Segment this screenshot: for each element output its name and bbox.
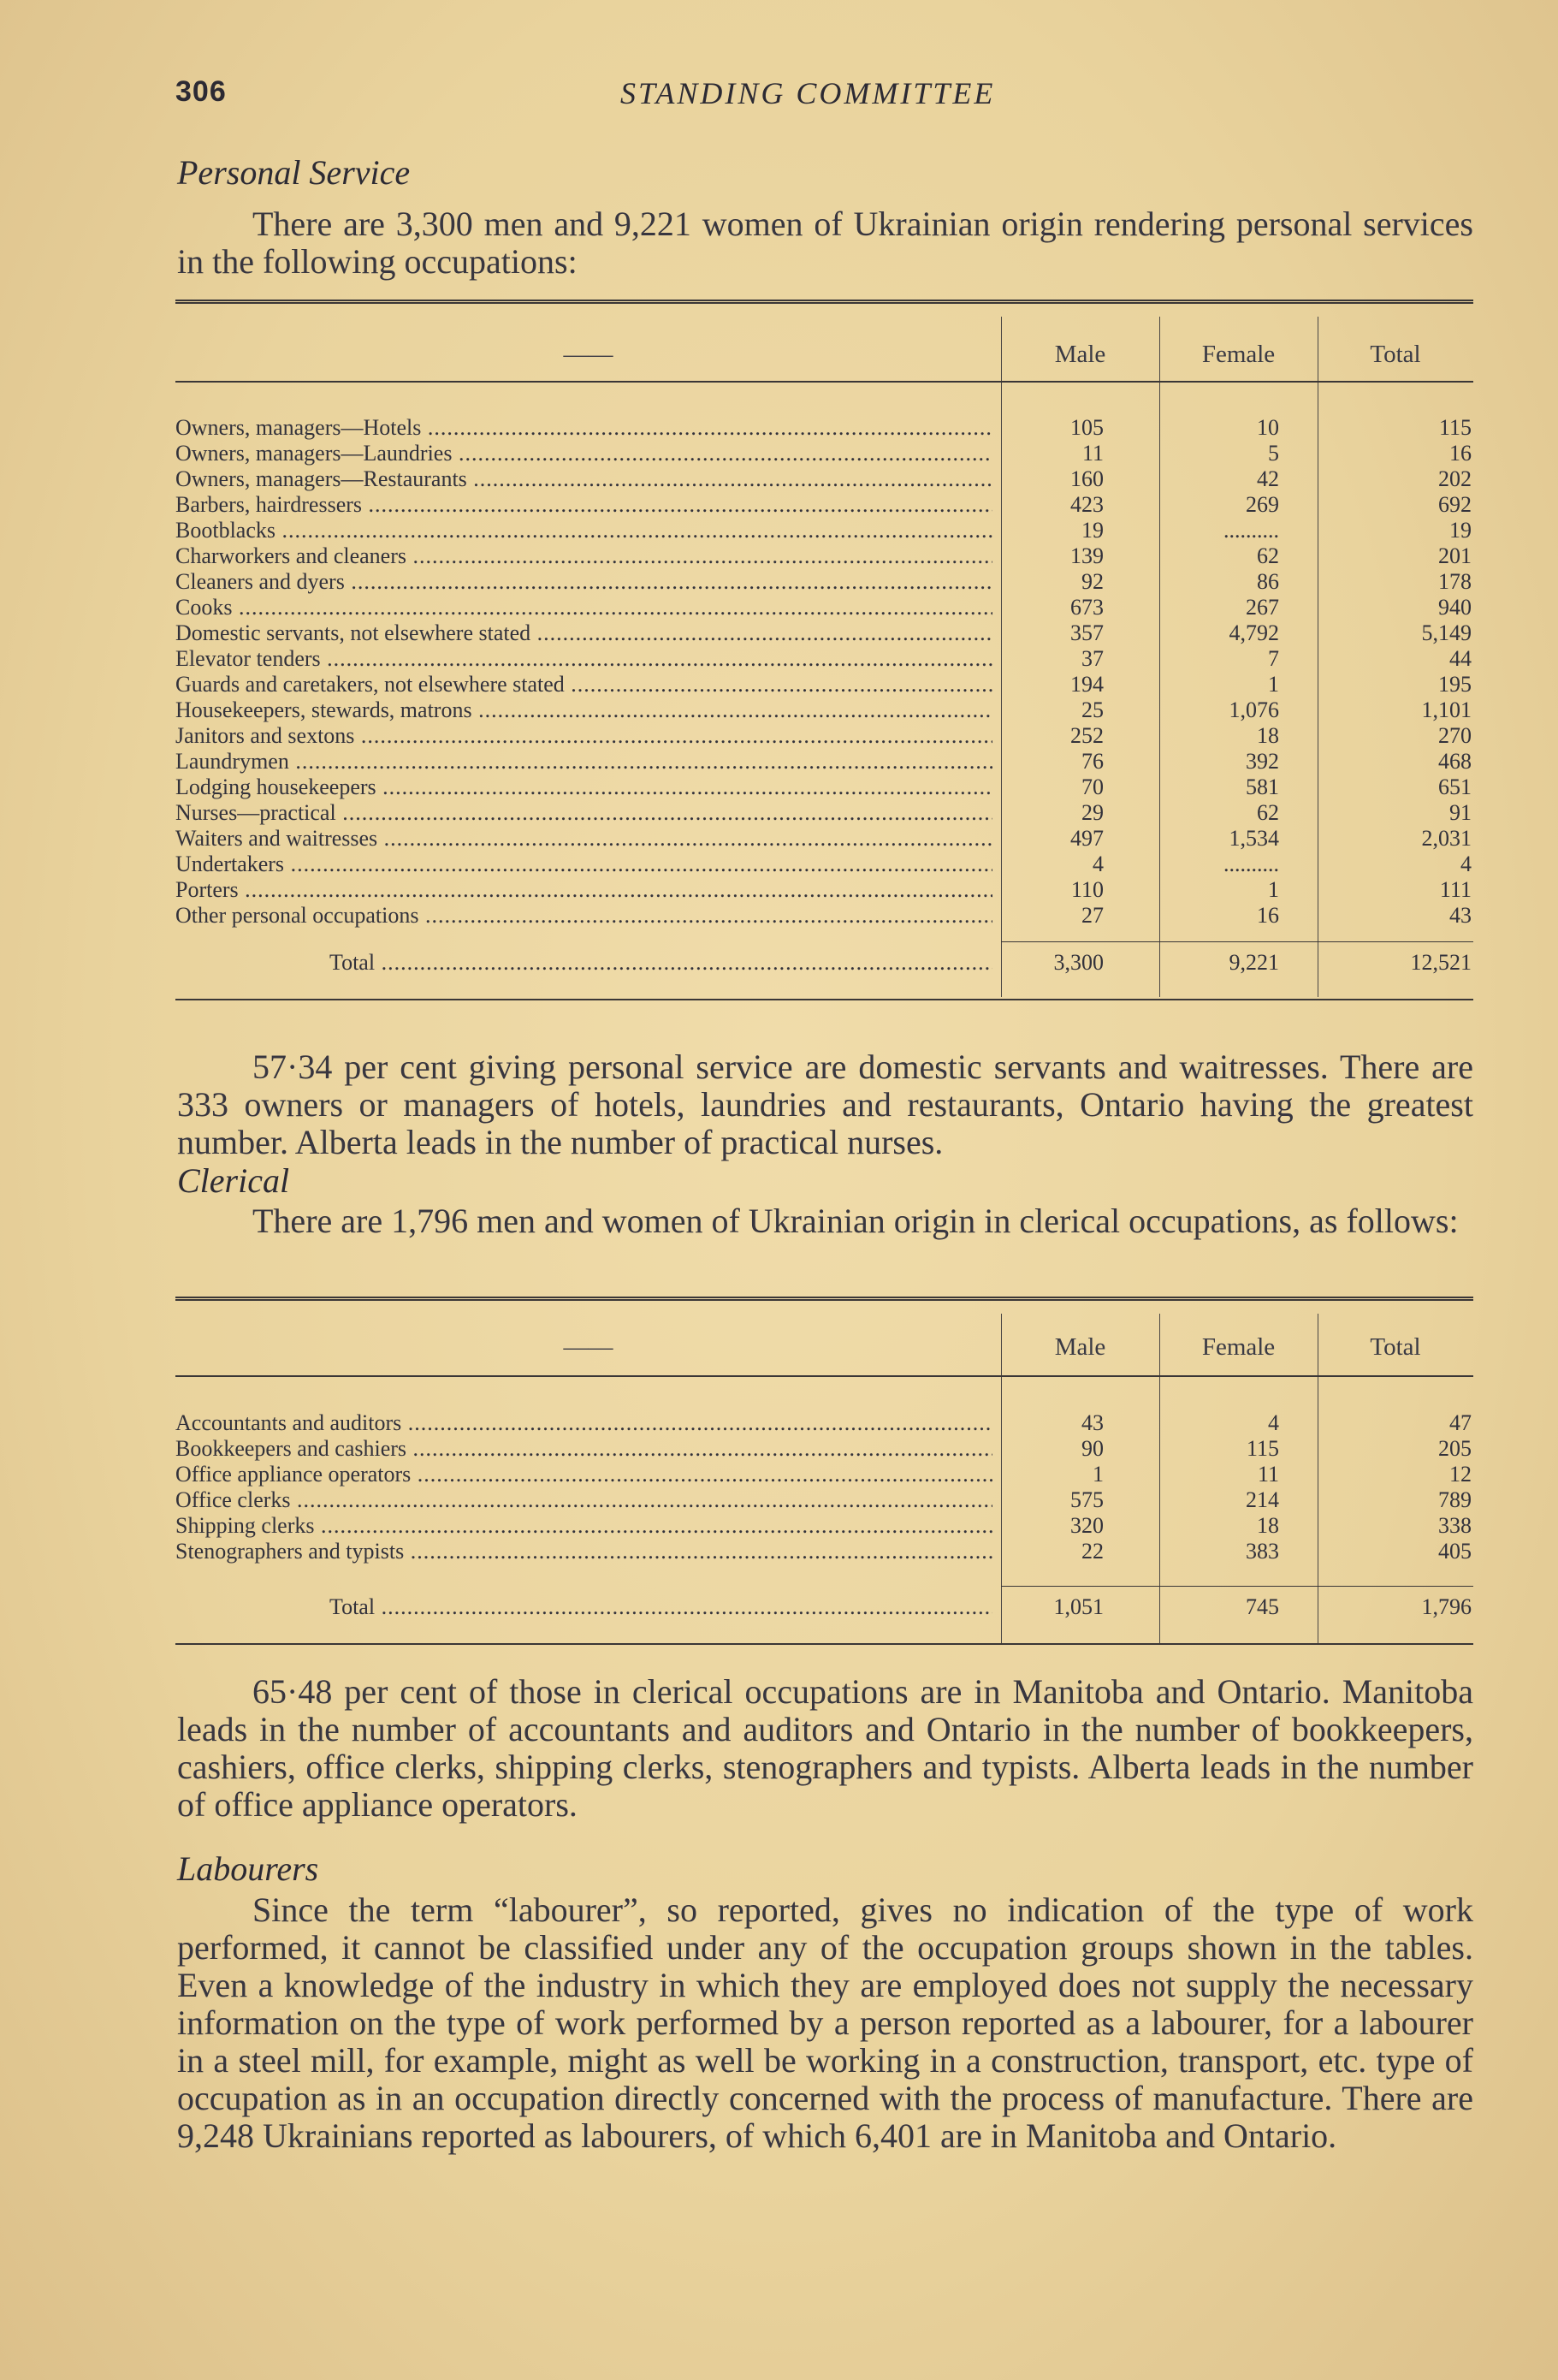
cell-total: 651 — [1438, 775, 1472, 799]
table-row — [175, 595, 1473, 620]
table-row — [175, 492, 1473, 518]
cell-male: 43 — [1081, 1410, 1104, 1435]
table-row — [175, 569, 1473, 595]
cell-total: 202 — [1438, 466, 1472, 491]
total-total: 1,796 — [1421, 1594, 1472, 1619]
cell-male: 673 — [1070, 595, 1104, 620]
cell-female: 62 — [1257, 543, 1279, 568]
column-header-total: Total — [1370, 1333, 1421, 1361]
row-label: Bookkeepers and cashiers ..... — [175, 1436, 992, 1462]
row-label: Charworkers and cleaners ..... — [175, 543, 992, 569]
table-row — [175, 826, 1473, 852]
cell-total: 19 — [1449, 518, 1472, 543]
table-row — [175, 877, 1473, 903]
cell-female: 267 — [1246, 595, 1279, 620]
row-label: Accountants and auditors ..... — [175, 1410, 992, 1436]
column-header-total: Total — [1370, 341, 1421, 368]
cell-male: 4 — [1093, 852, 1104, 876]
cell-total: 692 — [1438, 492, 1472, 517]
table-top-rule — [175, 300, 1473, 304]
cell-male: 160 — [1070, 466, 1104, 491]
section-title-clerical: Clerical — [177, 1161, 290, 1200]
table-row — [175, 1410, 1473, 1436]
row-label: Office clerks ..... — [175, 1487, 992, 1513]
cell-male: 27 — [1081, 903, 1104, 928]
cell-total: 44 — [1449, 646, 1472, 671]
total-male: 1,051 — [1053, 1594, 1104, 1619]
row-label: Laundrymen ..... — [175, 749, 992, 775]
row-label: Barbers, hairdressers ..... — [175, 492, 992, 518]
cell-female: 214 — [1246, 1487, 1279, 1512]
cell-female: 7 — [1268, 646, 1279, 671]
table-row — [175, 697, 1473, 723]
table-row — [175, 518, 1473, 543]
cell-male: 320 — [1070, 1513, 1104, 1538]
cell-total: 405 — [1438, 1539, 1472, 1564]
table-row — [175, 1539, 1473, 1564]
cell-total: 201 — [1438, 543, 1472, 568]
cell-male: 105 — [1070, 415, 1104, 440]
cell-total: 43 — [1449, 903, 1472, 928]
row-label: Bootblacks ..... — [175, 518, 992, 543]
table-row — [175, 852, 1473, 877]
table-row — [175, 1462, 1473, 1487]
cell-total: 338 — [1438, 1513, 1472, 1538]
personal-service-table — [175, 300, 1473, 1010]
cell-total: 178 — [1438, 569, 1472, 594]
clerical-summary: 65·48 per cent of those in clerical occupations are in Manitoba and Ontario. Manitoba leads in the number of accountants and auditors and Ontario in the number of bookkeepers, cashiers, office clerks, shipping clerks, stenographers and typists. Alberta leads in the number of office appliance operators. — [177, 1672, 1473, 1824]
cell-female: 86 — [1257, 569, 1279, 594]
cell-male: 37 — [1081, 646, 1104, 671]
cell-male: 423 — [1070, 492, 1104, 517]
cell-female: 1,534 — [1229, 826, 1279, 851]
section-title-labourers: Labourers — [177, 1849, 319, 1888]
cell-male: 357 — [1070, 620, 1104, 645]
total-label: Total ..... — [175, 1594, 992, 1620]
cell-female: 1 — [1268, 877, 1279, 902]
cell-female: 18 — [1257, 1513, 1279, 1538]
cell-female: .......... — [1223, 518, 1279, 543]
cell-male: 92 — [1081, 569, 1104, 594]
table-bottom-rule — [175, 1643, 1473, 1645]
sum-rule — [1001, 941, 1473, 942]
cell-male: 90 — [1081, 1436, 1104, 1461]
row-label: Shipping clerks ..... — [175, 1513, 992, 1539]
table-row — [175, 1513, 1473, 1539]
cell-total: 195 — [1438, 672, 1472, 697]
table-row — [175, 620, 1473, 646]
cell-female: 16 — [1257, 903, 1279, 928]
row-label: Owners, managers—Laundries ..... — [175, 441, 992, 466]
clerical-intro: There are 1,796 men and women of Ukrainian origin in clerical occupations, as follows: — [252, 1202, 1459, 1240]
header-rule — [175, 1375, 1473, 1377]
column-header-female: Female — [1201, 341, 1276, 368]
row-label: Undertakers ..... — [175, 852, 992, 877]
table-row — [175, 466, 1473, 492]
table-bottom-rule — [175, 999, 1473, 1000]
table-row — [175, 1436, 1473, 1462]
cell-total: 940 — [1438, 595, 1472, 620]
cell-female: 269 — [1246, 492, 1279, 517]
cell-male: 252 — [1070, 723, 1104, 748]
cell-female: 5 — [1268, 441, 1279, 466]
cell-female: 62 — [1257, 800, 1279, 825]
table-row — [175, 543, 1473, 569]
cell-female: 4 — [1268, 1410, 1279, 1435]
table-row — [175, 672, 1473, 697]
row-label: Porters ..... — [175, 877, 992, 903]
cell-total: 4 — [1460, 852, 1472, 876]
cell-male: 139 — [1070, 543, 1104, 568]
row-label: Nurses—practical ..... — [175, 800, 992, 826]
stub-header: —— — [563, 341, 613, 368]
row-label: Janitors and sextons ..... — [175, 723, 992, 749]
row-label: Other personal occupations ..... — [175, 903, 992, 929]
row-label: Office appliance operators ..... — [175, 1462, 992, 1487]
cell-total: 789 — [1438, 1487, 1472, 1512]
table-total-row — [175, 1594, 1473, 1620]
row-label: Owners, managers—Restaurants ..... — [175, 466, 992, 492]
table-row — [175, 1487, 1473, 1513]
header-rule — [175, 381, 1473, 383]
total-label: Total ..... — [175, 950, 992, 976]
cell-female: 1 — [1268, 672, 1279, 697]
page-number: 306 — [175, 75, 227, 108]
column-header-male: Male — [1054, 1333, 1106, 1361]
cell-total: 115 — [1438, 415, 1472, 440]
cell-male: 575 — [1070, 1487, 1104, 1512]
table-row — [175, 723, 1473, 749]
cell-total: 205 — [1438, 1436, 1472, 1461]
cell-male: 194 — [1070, 672, 1104, 697]
cell-female: 581 — [1246, 775, 1279, 799]
row-label: Cleaners and dyers ..... — [175, 569, 992, 595]
cell-total: 47 — [1449, 1410, 1472, 1435]
cell-female: 1,076 — [1229, 697, 1279, 722]
cell-total: 12 — [1449, 1462, 1472, 1487]
total-male: 3,300 — [1053, 950, 1104, 975]
total-total: 12,521 — [1410, 950, 1472, 975]
cell-total: 2,031 — [1421, 826, 1472, 851]
cell-male: 22 — [1081, 1539, 1104, 1564]
cell-male: 110 — [1070, 877, 1104, 902]
labourers-text: Since the term “labourer”, so reported, gives no indication of the type of work performed, it cannot be classified under any of the occupation groups shown in the tables. Even a knowledge of the industry in which they are employed does not supply the necessary information on the type of work performed by a person reported as a labourer, for a labourer in a steel mill, for example, might as well be working in a construction, transport, etc. type of occupation as in an occupation directly concerned with the process of manufacture. There are 9,248 Ukrainians reported as labourers, of which 6,401 are in Manitoba and Ontario. — [177, 1890, 1473, 2155]
cell-female: 18 — [1257, 723, 1279, 748]
table-row — [175, 775, 1473, 800]
stub-header: —— — [563, 1333, 613, 1361]
row-label: Guards and caretakers, not elsewhere stated ..... — [175, 672, 992, 697]
clerical-table — [175, 1297, 1473, 1652]
cell-total: 468 — [1438, 749, 1472, 774]
row-label: Elevator tenders ..... — [175, 646, 992, 672]
cell-male: 11 — [1081, 441, 1104, 466]
cell-male: 70 — [1081, 775, 1104, 799]
row-label: Waiters and waitresses ..... — [175, 826, 992, 852]
personal-service-intro: There are 3,300 men and 9,221 women of Ukrainian origin rendering personal services in the following occupations: — [177, 205, 1473, 281]
total-female: 9,221 — [1229, 950, 1279, 975]
cell-female: 115 — [1246, 1436, 1279, 1461]
cell-male: 1 — [1093, 1462, 1104, 1487]
table-total-row — [175, 950, 1473, 976]
cell-total: 270 — [1438, 723, 1472, 748]
table-row — [175, 415, 1473, 441]
table-row — [175, 903, 1473, 929]
cell-female: 11 — [1257, 1462, 1279, 1487]
section-title-personal-service: Personal Service — [177, 153, 411, 192]
table-row — [175, 800, 1473, 826]
running-head: STANDING COMMITTEE — [620, 76, 996, 110]
cell-male: 76 — [1081, 749, 1104, 774]
cell-female: 392 — [1246, 749, 1279, 774]
cell-male: 25 — [1081, 697, 1104, 722]
cell-total: 91 — [1449, 800, 1472, 825]
row-label: Cooks ..... — [175, 595, 992, 620]
column-header-female: Female — [1201, 1333, 1276, 1361]
row-label: Lodging housekeepers ..... — [175, 775, 992, 800]
table-row — [175, 441, 1473, 466]
cell-total: 5,149 — [1421, 620, 1472, 645]
table-top-rule — [175, 1297, 1473, 1301]
cell-total: 111 — [1439, 877, 1472, 902]
cell-female: 42 — [1257, 466, 1279, 491]
page-header — [175, 75, 1476, 118]
cell-female: 4,792 — [1229, 620, 1279, 645]
personal-service-summary: 57·34 per cent giving personal service are domestic servants and waitresses. There are 333 owners or managers of hotels, laundries and restaurants, Ontario having the greatest number. Alberta leads in the number of practical nurses. — [177, 1048, 1473, 1161]
cell-female: 383 — [1246, 1539, 1279, 1564]
row-label: Domestic servants, not elsewhere stated ..... — [175, 620, 992, 646]
cell-total: 16 — [1449, 441, 1472, 466]
cell-male: 19 — [1081, 518, 1104, 543]
cell-male: 497 — [1070, 826, 1104, 851]
cell-male: 29 — [1081, 800, 1104, 825]
cell-female: 10 — [1257, 415, 1279, 440]
table-row — [175, 646, 1473, 672]
sum-rule — [1001, 1586, 1473, 1587]
cell-female: .......... — [1223, 852, 1279, 876]
column-header-male: Male — [1054, 341, 1106, 368]
table-row — [175, 749, 1473, 775]
cell-total: 1,101 — [1421, 697, 1472, 722]
row-label: Housekeepers, stewards, matrons ..... — [175, 697, 992, 723]
row-label: Stenographers and typists ..... — [175, 1539, 992, 1564]
row-label: Owners, managers—Hotels ..... — [175, 415, 992, 441]
total-female: 745 — [1246, 1594, 1279, 1619]
